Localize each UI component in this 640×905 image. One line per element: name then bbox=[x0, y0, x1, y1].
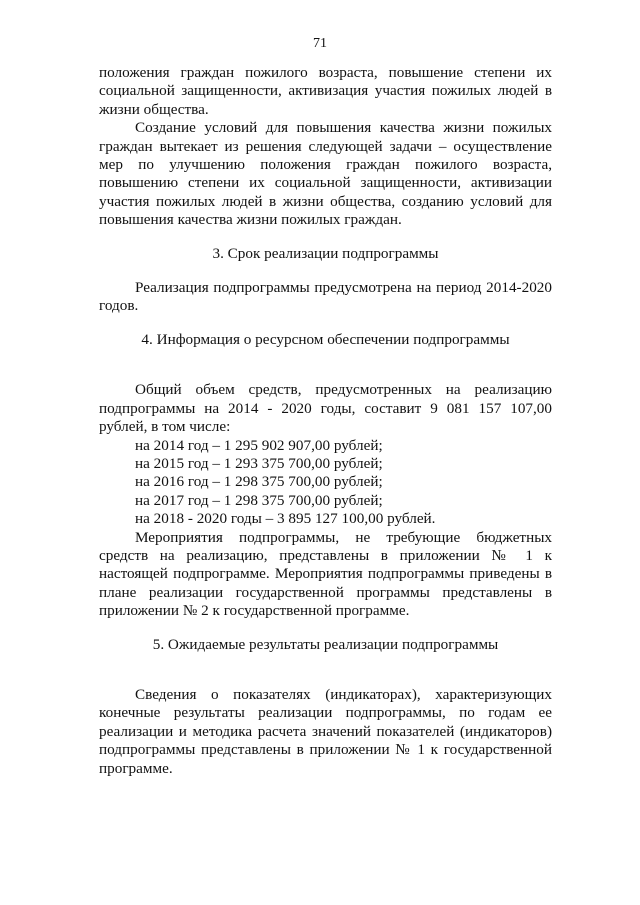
funding-item-2015: на 2015 год – 1 293 375 700,00 рублей; bbox=[135, 454, 383, 472]
paragraph-continuation: положения граждан пожилого возраста, повышение степени их социальной защищенности, активизация участия пожилых людей в жизни общества. bbox=[99, 64, 552, 118]
paragraph-indicators: Сведения о показателях (индикаторах), характеризующих конечные результаты реализации подпрограммы, по годам ее реализации и методика расчета значений показателей (индикаторов) подпрограммы представлены в приложении № 1 к государственной программе. bbox=[99, 685, 552, 777]
section-heading-3: 3. Срок реализации подпрограммы bbox=[212, 244, 439, 262]
funding-item-2017: на 2017 год – 1 298 375 700,00 рублей; bbox=[135, 491, 383, 509]
spacer bbox=[99, 365, 552, 381]
spacer bbox=[99, 670, 552, 686]
section-heading-4: 4. Информация о ресурсном обеспечении подпрограммы bbox=[141, 330, 510, 348]
funding-item-2016: на 2016 год – 1 298 375 700,00 рублей; bbox=[135, 473, 383, 491]
page-content bbox=[99, 64, 552, 778]
paragraph-period: Реализация подпрограммы предусмотрена на период 2014-2020 годов. bbox=[99, 279, 552, 315]
funding-item-2018-2020: на 2018 - 2020 годы – 3 895 127 100,00 рублей. bbox=[135, 510, 436, 528]
section-heading-5: 5. Ожидаемые результаты реализации подпрограммы bbox=[152, 635, 499, 653]
funding-list bbox=[99, 437, 552, 529]
page-number: 71 bbox=[313, 36, 327, 51]
paragraph-measures: Мероприятия подпрограммы, не требующие бюджетных средств на реализацию, представлены в приложении № 1 к настоящей подпрограмме. Мероприятия подпрограммы приведены в плане реализации государственной программы представлены в приложении № 2 к государственной программе. bbox=[99, 528, 552, 620]
paragraph-conditions: Создание условий для повышения качества жизни пожилых граждан вытекает из решения следующей задачи – осуществление мер по улучшению положения граждан пожилого возраста, повышению степени их социальной защищенности, активизации участия пожилых людей в жизни общества, созданию условий для повышения качества жизни пожилых граждан. bbox=[99, 119, 552, 229]
paragraph-total-funding: Общий объем средств, предусмотренных на реализацию подпрограммы на 2014 - 2020 годы, составит 9 081 157 107,00 рублей, в том числе: bbox=[99, 381, 552, 436]
funding-item-2014: на 2014 год – 1 295 902 907,00 рублей; bbox=[135, 436, 383, 454]
